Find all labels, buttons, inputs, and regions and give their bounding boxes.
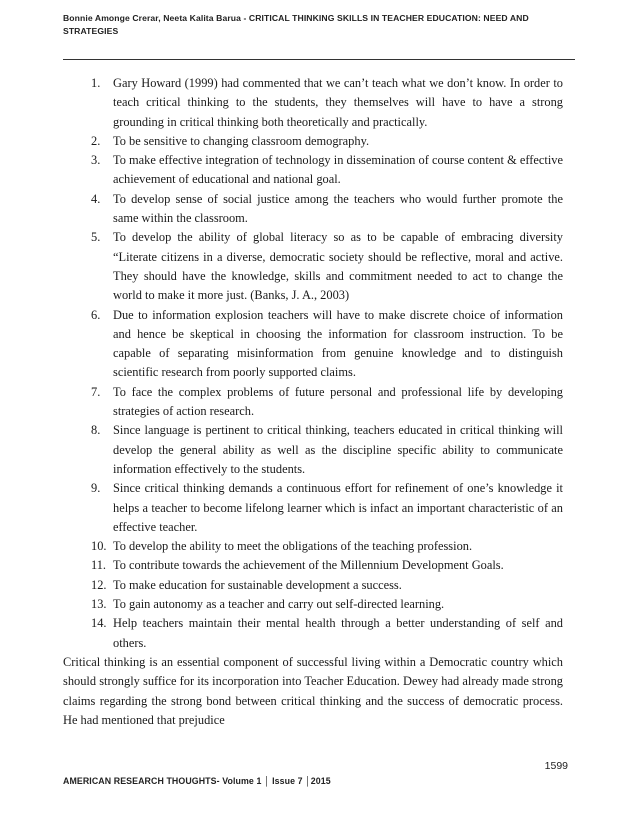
list-item bbox=[63, 595, 563, 614]
list-number: 14. bbox=[91, 616, 107, 631]
list-item bbox=[63, 479, 563, 537]
list-text: To face the complex problems of future personal and professional life by developing strategies of action research. bbox=[113, 384, 563, 419]
header-rule bbox=[63, 59, 575, 60]
body-paragraph: Critical thinking is an essential component of successful living within a Democratic country which should strongly suffice for its incorporation into Teacher Education. Dewey had already made strong claims regarding the strong bond between critical thinking and the success of democratic process. He had mentioned that prejudice bbox=[63, 654, 563, 727]
list-number: 6. bbox=[91, 307, 101, 322]
list-text: To develop sense of social justice among the teachers who would further promote the same within the classroom. bbox=[113, 191, 563, 226]
journal-footer: AMERICAN RESEARCH THOUGHTS- Volume 1 │ Issue 7 │2015 bbox=[63, 776, 331, 786]
list-item bbox=[63, 151, 563, 190]
list-text: Due to information explosion teachers will have to make discrete choice of information and hence be skeptical in choosing the information for classroom instruction. To be capable of separating misinformation from genuine knowledge and to distinguish scientific research from poorly supported claims. bbox=[113, 307, 563, 380]
list-item bbox=[63, 132, 563, 151]
list-text: To develop the ability to meet the obligations of the teaching profession. bbox=[113, 539, 473, 554]
list-item bbox=[63, 383, 563, 422]
numbered-list bbox=[63, 74, 563, 653]
list-text: To contribute towards the achievement of the Millennium Development Goals. bbox=[113, 558, 504, 573]
list-number: 12. bbox=[91, 577, 107, 592]
list-number: 9. bbox=[91, 481, 101, 496]
list-text: Since critical thinking demands a continuous effort for refinement of one’s knowledge it helps a teacher to become lifelong learner which is infact an important characteristic of an effective teacher. bbox=[113, 481, 563, 534]
list-text: Since language is pertinent to critical thinking, teachers educated in critical thinking will develop the general ability as well as the discipline specific ability to communicate information effectively to the students. bbox=[113, 423, 563, 476]
list-item bbox=[63, 614, 563, 653]
list-number: 8. bbox=[91, 423, 101, 438]
list-text: Gary Howard (1999) had commented that we can’t teach what we don’t know. In order to teach critical thinking to the students, they themselves will have to have a strong grounding in critical thinking both theoretically and practically. bbox=[113, 76, 563, 129]
page-number: 1599 bbox=[544, 760, 568, 772]
list-text: Help teachers maintain their mental health through a better understanding of self and others. bbox=[113, 616, 563, 650]
list-number: 13. bbox=[91, 597, 107, 612]
list-item bbox=[63, 228, 563, 305]
list-item bbox=[63, 576, 563, 595]
list-item bbox=[63, 306, 563, 383]
list-number: 2. bbox=[91, 133, 101, 148]
list-item bbox=[63, 421, 563, 479]
list-text: To make education for sustainable development a success. bbox=[113, 577, 402, 592]
running-header: Bonnie Amonge Crerar, Neeta Kalita Barua - CRITICAL THINKING SKILLS IN TEACHER EDUCATION: NEED AND STRATEGIES bbox=[63, 13, 529, 36]
list-item bbox=[63, 190, 563, 229]
list-item bbox=[63, 537, 563, 556]
list-item bbox=[63, 74, 563, 132]
list-number: 3. bbox=[91, 153, 101, 168]
list-number: 5. bbox=[91, 230, 101, 245]
list-text: To develop the ability of global literacy so as to be capable of embracing diversity “Literate citizens in a diverse, democratic society should be reflective, moral and active. They should have the knowledge, skills and commitment needed to act to change the world to make it more just. (Banks, J. A., 2003) bbox=[113, 230, 563, 303]
list-text: To be sensitive to changing classroom demography. bbox=[113, 133, 370, 148]
list-text: To make effective integration of technology in dissemination of course content & effective achievement of educational and national goal. bbox=[113, 153, 563, 187]
list-number: 7. bbox=[91, 384, 101, 399]
list-number: 11. bbox=[91, 558, 107, 573]
list-number: 10. bbox=[91, 539, 107, 554]
list-number: 1. bbox=[91, 76, 101, 90]
page-body bbox=[63, 74, 563, 730]
list-number: 4. bbox=[91, 191, 101, 206]
list-text: To gain autonomy as a teacher and carry out self-directed learning. bbox=[113, 597, 445, 612]
list-item bbox=[63, 556, 563, 575]
